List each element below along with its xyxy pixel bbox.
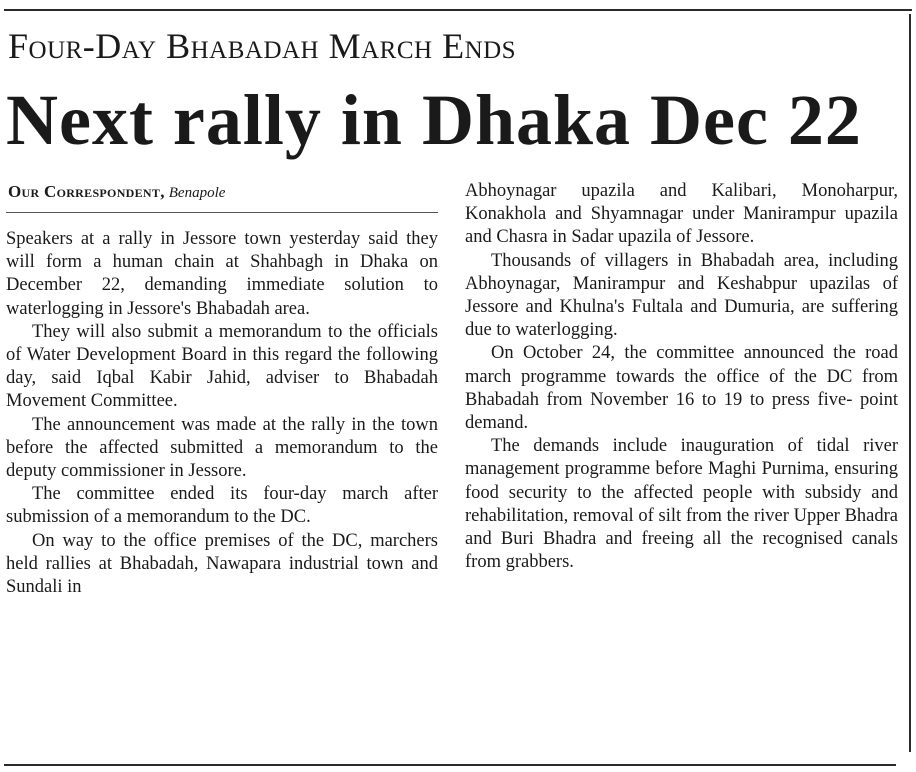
paragraph: The committee ended its four-day march after submission of a memorandum to the DC. — [6, 484, 438, 528]
byline-rule — [6, 212, 438, 213]
top-clipped-strip — [0, 0, 916, 14]
kicker: Four-Day Bhabadah March Ends — [8, 26, 517, 66]
paragraph: Thousands of villagers in Bhabadah area, including Abhoynagar, Manirampur and Keshabpur upazilas of Jessore and Khulna's Fultala and Dumuria, are suffering due to waterlogging. — [465, 250, 898, 341]
paragraph: They will also submit a memorandum to the officials of Water Development Board in this regard the following day, said Iqbal Kabir Jahid, adviser to Bhabadah Movement Committee. — [6, 321, 438, 412]
byline-name: Our Correspondent, — [8, 182, 165, 201]
paragraph: Abhoynagar upazila and Kalibari, Monoharpur, Konakhola and Shyamnagar under Manirampur upazila and Chasra in Sadar upazila of Jessore. — [465, 181, 898, 248]
paragraph: The demands include inauguration of tidal river management programme before Maghi Purnima, ensuring food security to the affected people with subsidy and rehabilitation, removal of silt from the river Upper Bhadra and Buri Bhadra and freeing all the recognised canals from grabbers. — [465, 436, 898, 573]
headline: Next rally in Dhaka Dec 22 — [6, 80, 862, 160]
right-edge-rule — [909, 14, 914, 752]
top-rule — [4, 9, 912, 11]
right-column — [465, 180, 898, 574]
byline-place: Benapole — [168, 185, 226, 201]
paragraph: On way to the office premises of the DC, marchers held rallies at Bhabadah, Nawapara industrial town and Sundali in — [6, 530, 438, 598]
paragraph: Speakers at a rally in Jessore town yesterday said they will form a human chain at Shahbagh in Dhaka on December 22, demanding immediate solution to waterlogging in Jessore's Bhabadah area. — [6, 229, 438, 319]
paragraph: On October 24, the committee announced the road march programme towards the office of the DC from Bhabadah from November 16 to 19 to press five- point demand. — [465, 343, 898, 434]
bottom-rule — [4, 764, 896, 766]
paragraph: The announcement was made at the rally in the town before the affected submitted a memorandum to the deputy commissioner in Jessore. — [6, 414, 438, 482]
left-column — [6, 228, 438, 599]
byline — [8, 182, 225, 202]
